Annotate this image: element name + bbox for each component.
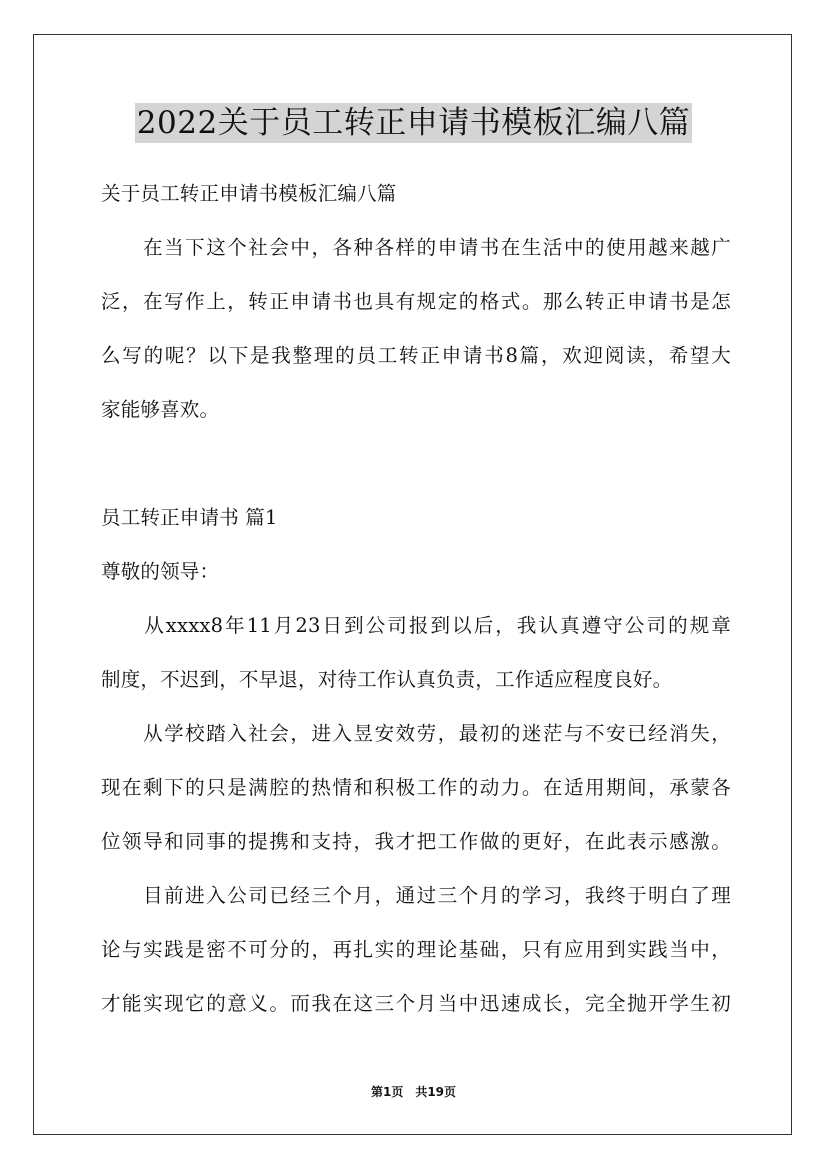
body-line-2: 制度，不迟到，不早退，对待工作认真负责，工作适应程度良好。 <box>101 668 673 691</box>
salutation: 尊敬的领导： <box>101 560 220 583</box>
title-container <box>0 103 827 143</box>
body-line-7: 论与实践是密不可分的，再扎实的理论基础，只有应用到实践当中， <box>101 938 731 961</box>
body-line-6: 目前进入公司已经三个月，通过三个月的学习，我终于明白了理 <box>101 884 731 907</box>
document-title: 2022关于员工转正申请书模板汇编八篇 <box>136 105 691 141</box>
section-heading: 员工转正申请书 篇1 <box>101 506 278 529</box>
body-line-1: 从xxxx8年11月23日到公司报到以后，我认真遵守公司的规章 <box>101 614 731 637</box>
document-subtitle: 关于员工转正申请书模板汇编八篇 <box>101 182 397 205</box>
intro-line-1: 在当下这个社会中，各种各样的申请书在生活中的使用越来越广 <box>101 236 731 259</box>
intro-line-3: 么写的呢？以下是我整理的员工转正申请书8篇，欢迎阅读，希望大 <box>101 344 731 367</box>
body-line-5: 位领导和同事的提携和支持，我才把工作做的更好，在此表示感激。 <box>101 830 731 853</box>
body-line-4: 现在剩下的只是满腔的热情和积极工作的动力。在适用期间，承蒙各 <box>101 776 731 799</box>
intro-line-4: 家能够喜欢。 <box>101 398 220 421</box>
body-line-8: 才能实现它的意义。而我在这三个月当中迅速成长，完全抛开学生初 <box>101 992 731 1015</box>
intro-line-2: 泛，在写作上，转正申请书也具有规定的格式。那么转正申请书是怎 <box>101 290 731 313</box>
body-line-3: 从学校踏入社会，进入昱安效劳，最初的迷茫与不安已经消失， <box>101 722 731 745</box>
page-number: 第1页 共19页 <box>370 1085 457 1099</box>
